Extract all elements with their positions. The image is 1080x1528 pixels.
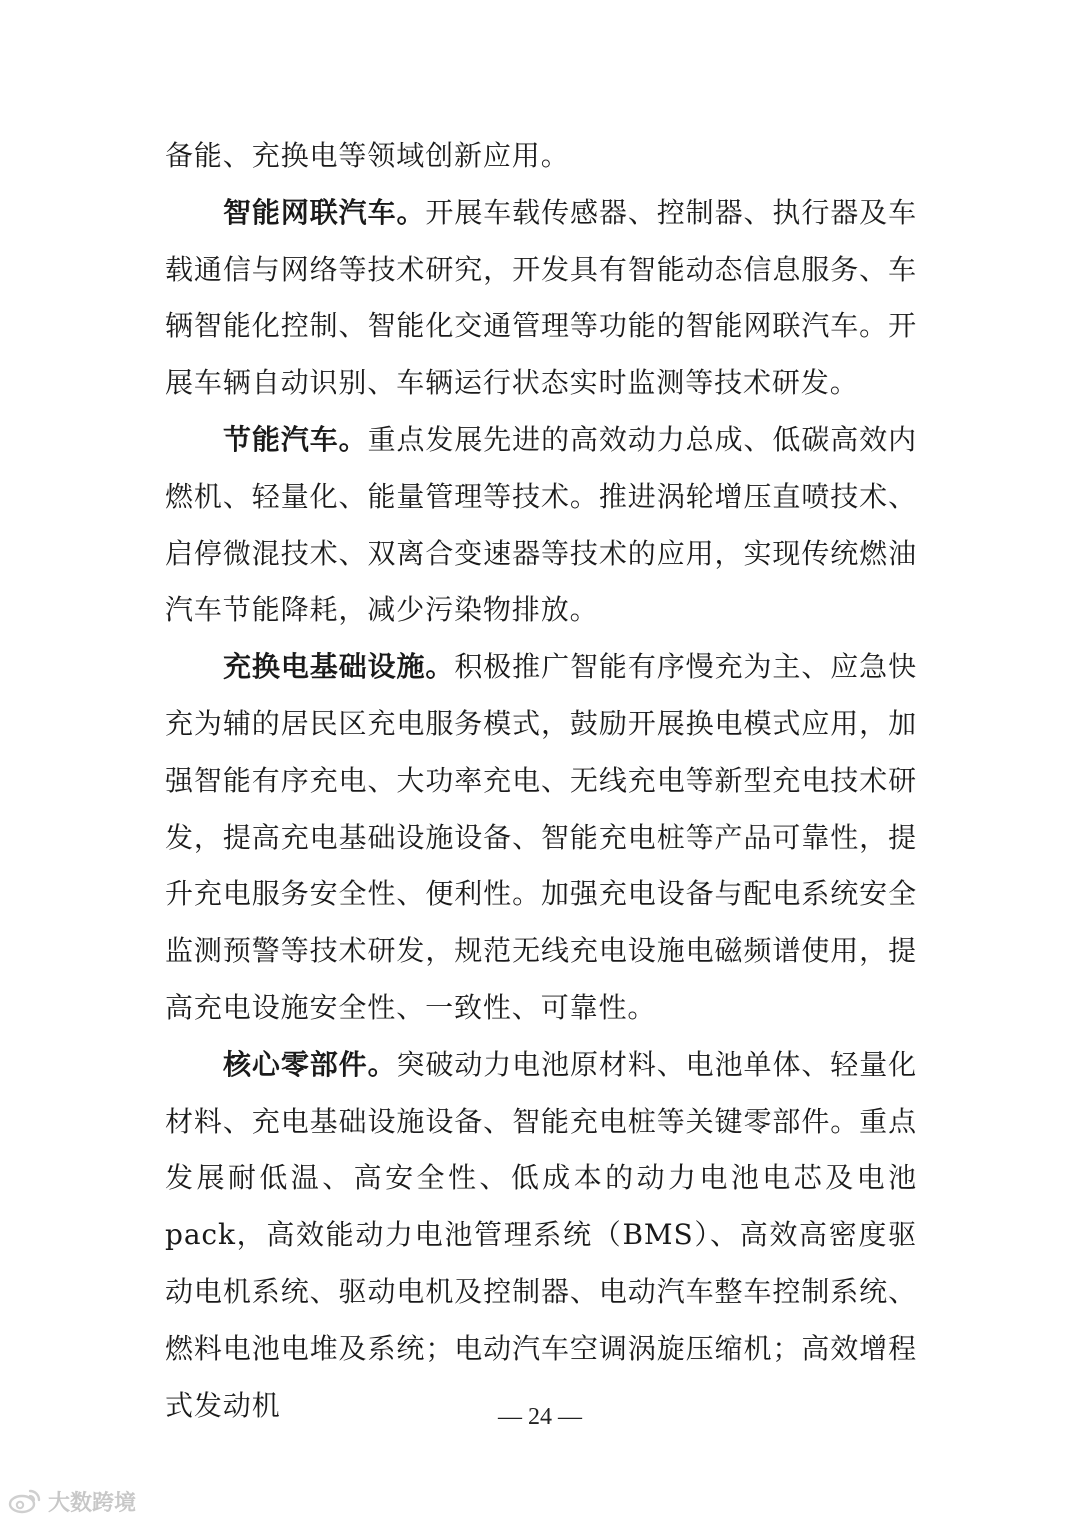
paragraph-heading: 核心零部件。 bbox=[223, 1047, 397, 1081]
paragraph-continuation bbox=[165, 128, 917, 185]
paragraph-text: 重点发展先进的高效动力总成、低碳高效内燃机、轻量化、能量管理等技术。推进涡轮增压直喷技术、启停微混技术、双离合变速器等技术的应用，实现传统燃油汽车节能降耗，减少污染物排放。 bbox=[165, 422, 917, 627]
paragraph-intelligent-connected-vehicles bbox=[165, 185, 917, 412]
weibo-icon bbox=[8, 1488, 42, 1514]
paragraph-text: 积极推广智能有序慢充为主、应急快充为辅的居民区充电服务模式，鼓励开展换电模式应用，加强智能有序充电、大功率充电、无线充电等新型充电技术研发，提高充电基础设施设备、智能充电桩等产品可靠性，提升充电服务安全性、便利性。加强充电设备与配电系统安全监测预警等技术研发，规范无线充电设施电磁频谱使用，提高充电设施安全性、一致性、可靠性。 bbox=[165, 650, 918, 1024]
page-number: — 24 — bbox=[498, 1404, 582, 1430]
paragraph-heading: 智能网联汽车。 bbox=[223, 195, 426, 229]
paragraph-text: 突破动力电池原材料、电池单体、轻量化材料、充电基础设施设备、智能充电桩等关键零部件。重点发展耐低温、高安全性、低成本的动力电池电芯及电池 pack，高效能动力电池管理系统（BMS）、高效高密度驱动电机系统、驱动电机及控制器、电动汽车整车控制系统、燃料电池电堆及系统；电动汽车空调涡旋压缩机；高效增程式发动机 bbox=[165, 1047, 918, 1422]
paragraph-energy-saving-vehicles bbox=[165, 412, 917, 639]
paragraph-heading: 节能汽车。 bbox=[223, 422, 368, 456]
paragraph-text: 开展车载传感器、控制器、执行器及车载通信与网络等技术研究，开发具有智能动态信息服务、车辆智能化控制、智能化交通管理等功能的智能网联汽车。开展车辆自动识别、车辆运行状态实时监测等技术研发。 bbox=[165, 195, 917, 400]
paragraph-core-components bbox=[165, 1037, 917, 1435]
body-text bbox=[165, 128, 917, 1434]
paragraph-heading: 充换电基础设施。 bbox=[223, 650, 455, 684]
paragraph-text: 备能、充换电等领域创新应用。 bbox=[165, 139, 570, 172]
watermark-text: 大数跨境 bbox=[48, 1490, 137, 1516]
paragraph-charging-infrastructure bbox=[165, 639, 917, 1037]
watermark bbox=[8, 1486, 136, 1516]
